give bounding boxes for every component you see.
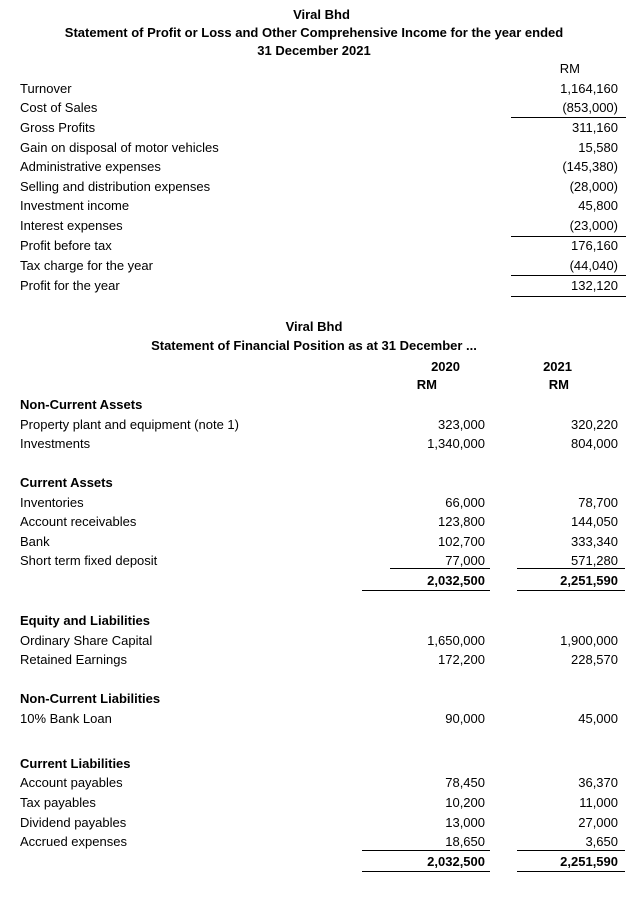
fp-value-2021: 144,050 — [571, 514, 618, 529]
fp-currency-2021: RM — [548, 377, 569, 392]
fp-row-label: Investments — [20, 436, 91, 451]
pl-row-value: (853,000) — [562, 100, 618, 115]
pl-row-value: 45,800 — [578, 198, 618, 213]
pl-currency-header: RM — [559, 61, 580, 76]
fp-value-2021: 11,000 — [579, 795, 618, 810]
fp-value-2021: 571,280 — [571, 553, 618, 568]
fp-value-2021: 27,000 — [578, 815, 618, 830]
fp-total-liabilities-2020: 2,032,500 — [427, 854, 485, 869]
fp-total-liabilities-2021: 2,251,590 — [560, 854, 618, 869]
fp-row-label: 10% Bank Loan — [20, 711, 112, 726]
fp-row-label: Account payables — [20, 775, 123, 790]
pl-row-label: Interest expenses — [20, 218, 123, 233]
fp-value-2020: 18,650 — [445, 834, 485, 849]
fp-value-2020: 90,000 — [445, 711, 485, 726]
fp-row-label: Property plant and equipment (note 1) — [20, 417, 239, 432]
fp-total-rule — [362, 590, 490, 591]
pl-row-label: Profit before tax — [20, 238, 112, 253]
fp-title: Statement of Financial Position as at 31 December ... — [151, 338, 477, 353]
fp-subtotal-rule — [517, 568, 625, 569]
fp-total-assets-2021: 2,251,590 — [560, 573, 618, 588]
pl-row-label: Tax charge for the year — [20, 258, 153, 273]
fp-value-2021: 3,650 — [585, 834, 618, 849]
fp-value-2021: 804,000 — [571, 436, 618, 451]
pl-row-label: Investment income — [20, 198, 130, 213]
pl-row-value: (23,000) — [569, 218, 618, 233]
pl-row-value: 1,164,160 — [560, 81, 618, 96]
pl-row-label: Profit for the year — [20, 278, 120, 293]
pl-row-label: Selling and distribution expenses — [20, 179, 211, 194]
fp-value-2020: 10,200 — [445, 795, 485, 810]
fp-value-2021: 333,340 — [571, 534, 618, 549]
pl-row-label: Administrative expenses — [20, 159, 161, 174]
fp-value-2021: 228,570 — [571, 652, 618, 667]
fp-row-label: Tax payables — [20, 795, 96, 810]
fp-row-label: Dividend payables — [20, 815, 127, 830]
fp-row-label: Bank — [20, 534, 50, 549]
pl-row-value: 311,160 — [571, 120, 618, 135]
fp-value-2020: 78,450 — [445, 775, 485, 790]
pl-row-value: (28,000) — [569, 179, 618, 194]
pl-subtotal-rule — [511, 275, 626, 276]
fp-value-2020: 66,000 — [445, 495, 485, 510]
fp-subtotal-rule — [390, 568, 490, 569]
fp-value-2021: 1,900,000 — [560, 633, 618, 648]
fp-row-label: Short term fixed deposit — [20, 553, 158, 568]
fp-value-2020: 1,650,000 — [427, 633, 485, 648]
pl-company-name: Viral Bhd — [293, 7, 350, 22]
fp-row-label: Inventories — [20, 495, 84, 510]
fp-total-assets-2020: 2,032,500 — [427, 573, 485, 588]
pl-row-value: (145,380) — [562, 159, 618, 174]
pl-subtotal-rule — [511, 117, 626, 118]
fp-row-label: Retained Earnings — [20, 652, 127, 667]
pl-row-value: (44,040) — [569, 258, 618, 273]
pl-row-label: Gross Profits — [20, 120, 96, 135]
pl-row-label: Cost of Sales — [20, 100, 98, 115]
pl-row-value: 176,160 — [571, 238, 618, 253]
section-heading-non-current-liabilities: Non-Current Liabilities — [20, 691, 161, 706]
fp-subtotal-rule — [362, 850, 490, 851]
fp-value-2020: 323,000 — [438, 417, 485, 432]
section-heading-equity-liabilities: Equity and Liabilities — [20, 613, 151, 628]
pl-row-value: 15,580 — [578, 140, 618, 155]
section-heading-current-liabilities: Current Liabilities — [20, 756, 131, 771]
fp-value-2020: 77,000 — [445, 553, 485, 568]
section-heading-current-assets: Current Assets — [20, 475, 113, 490]
fp-year-2020-header: 2020 — [431, 359, 460, 374]
fp-value-2020: 102,700 — [438, 534, 485, 549]
fp-value-2021: 36,370 — [578, 775, 618, 790]
fp-value-2020: 172,200 — [438, 652, 485, 667]
fp-value-2020: 13,000 — [445, 815, 485, 830]
pl-row-value: 132,120 — [571, 278, 618, 293]
pl-title: Statement of Profit or Loss and Other Comprehensive Income for the year ended — [64, 25, 564, 40]
pl-subtotal-rule — [511, 236, 626, 237]
pl-title-date: 31 December 2021 — [257, 43, 371, 58]
pl-row-label: Gain on disposal of motor vehicles — [20, 140, 219, 155]
pl-total-rule — [511, 296, 626, 297]
fp-value-2020: 1,340,000 — [427, 436, 485, 451]
fp-total-rule — [517, 590, 625, 591]
fp-total-rule — [517, 871, 625, 872]
fp-subtotal-rule — [517, 850, 625, 851]
fp-row-label: Account receivables — [20, 514, 137, 529]
fp-year-2021-header: 2021 — [543, 359, 572, 374]
fp-row-label: Accrued expenses — [20, 834, 127, 849]
fp-row-label: Ordinary Share Capital — [20, 633, 153, 648]
fp-value-2021: 320,220 — [571, 417, 618, 432]
fp-value-2020: 123,800 — [438, 514, 485, 529]
section-heading-non-current-assets: Non-Current Assets — [20, 397, 143, 412]
pl-row-label: Turnover — [20, 81, 72, 96]
fp-value-2021: 78,700 — [578, 495, 618, 510]
fp-currency-2020: RM — [416, 377, 437, 392]
fp-total-rule — [362, 871, 490, 872]
fp-value-2021: 45,000 — [578, 711, 618, 726]
fp-company-name: Viral Bhd — [285, 319, 343, 334]
